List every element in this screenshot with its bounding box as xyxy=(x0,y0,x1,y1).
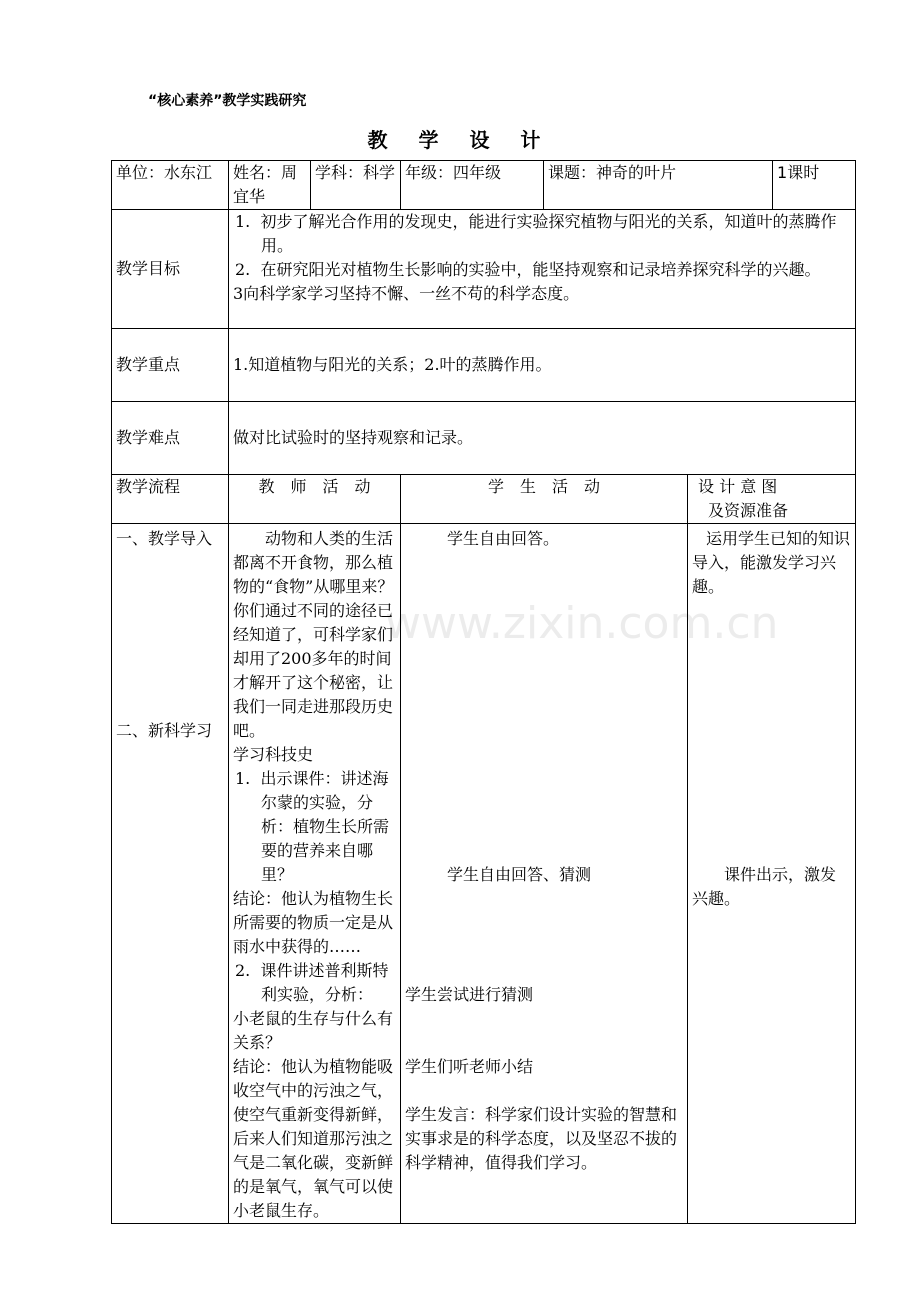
stage-new-learning: 二、新科学习 xyxy=(116,721,213,740)
page-title: 教 学 设 计 xyxy=(367,128,553,152)
grade-cell: 年级：四年级 xyxy=(401,161,544,210)
teacher-item-1: 1. 出示课件：讲述海尔蒙的实验，分析：植物生长所需要的营养来自哪里？ xyxy=(235,769,390,884)
goal-item-1: 1. 初步了解光合作用的发现史，能进行实验探究植物与阳光的关系，知道叶的蒸腾作用。 xyxy=(235,212,837,255)
unit-cell: 单位：水东江 xyxy=(112,161,229,210)
flow-content-row xyxy=(112,524,856,1224)
teacher-history: 学习科技史 xyxy=(233,745,314,764)
key-points-label: 教学重点 xyxy=(112,329,229,402)
teacher-question: 小老鼠的生存与什么有关系？ xyxy=(233,1009,394,1052)
difficulties-content: 做对比试验时的坚持观察和记录。 xyxy=(229,402,856,475)
student-listen: 学生们听老师小结 xyxy=(405,1057,534,1076)
key-points-content: 1.知道植物与阳光的关系；2.叶的蒸腾作用。 xyxy=(229,329,856,402)
flow-intent-header xyxy=(688,475,856,524)
flow-header-row xyxy=(112,475,856,524)
difficulties-label: 教学难点 xyxy=(112,402,229,475)
goals-label: 教学目标 xyxy=(112,210,229,329)
goal-item-2: 2. 在研究阳光对植物生长影响的实验中，能坚持观察和记录培养探究科学的兴趣。 xyxy=(235,260,821,279)
topic-cell: 课题：神奇的叶片 xyxy=(544,161,773,210)
flow-stage-cell xyxy=(112,524,229,1224)
goals-row xyxy=(112,210,856,329)
student-speech: 学生发言：科学家们设计实验的智慧和实事求是的科学态度，以及坚忍不拔的科学精神，值得我们学习。 xyxy=(405,1105,678,1172)
student-answer-2: 学生自由回答、猜测 xyxy=(447,865,592,884)
flow-student-cell xyxy=(401,524,688,1224)
intent-header-line1: 设 计 意 图 xyxy=(698,477,778,496)
watermark: www.zixin.com.cn xyxy=(385,598,779,649)
hours-cell: 1课时 xyxy=(773,161,856,210)
stage-intro: 一、教学导入 xyxy=(116,529,213,548)
intent-1: 运用学生已知的知识导入，能激发学习兴趣。 xyxy=(692,529,851,596)
subject-cell: 学科：科学 xyxy=(311,161,401,210)
difficulties-row xyxy=(112,402,856,475)
lesson-design-table xyxy=(111,160,856,1224)
student-guess: 学生尝试进行猜测 xyxy=(405,985,534,1004)
teacher-item-2: 2. 课件讲述普利斯特利实验，分析： xyxy=(235,961,389,1004)
flow-student-header: 学 生 活 动 xyxy=(401,475,688,524)
teacher-intro: 动物和人类的生活都离不开食物，那么植物的“食物”从哪里来？你们通过不同的途径已经知道了，可科学家们却用了200多年的时间才解开了这个秘密，让我们一同走进那段历史吧。 xyxy=(233,529,394,740)
info-row xyxy=(112,161,856,210)
student-answer-1: 学生自由回答。 xyxy=(447,529,560,548)
key-points-row xyxy=(112,329,856,402)
teacher-conclusion-1: 结论：他认为植物生长所需要的物质一定是从雨水中获得的…… xyxy=(233,889,394,956)
flow-teacher-header: 教 师 活 动 xyxy=(229,475,401,524)
intent-header-line2: 及资源准备 xyxy=(708,501,789,520)
intent-2: 课件出示，激发兴趣。 xyxy=(692,865,837,908)
goal-item-3: 3向科学家学习坚持不懈、一丝不苟的科学态度。 xyxy=(233,284,580,303)
flow-intent-cell xyxy=(688,524,856,1224)
goals-content xyxy=(229,210,856,329)
name-cell: 姓名：周宜华 xyxy=(229,161,311,210)
teacher-conclusion-2: 结论：他认为植物能吸收空气中的污浊之气，使空气重新变得新鲜，后来人们知道那污浊之气是二氧化碳，变新鲜的是氧气，氧气可以使小老鼠生存。 xyxy=(233,1057,394,1220)
header-note: “核心素养”教学实践研究 xyxy=(148,93,307,109)
flow-process-header: 教学流程 xyxy=(112,475,229,524)
flow-teacher-cell xyxy=(229,524,401,1224)
